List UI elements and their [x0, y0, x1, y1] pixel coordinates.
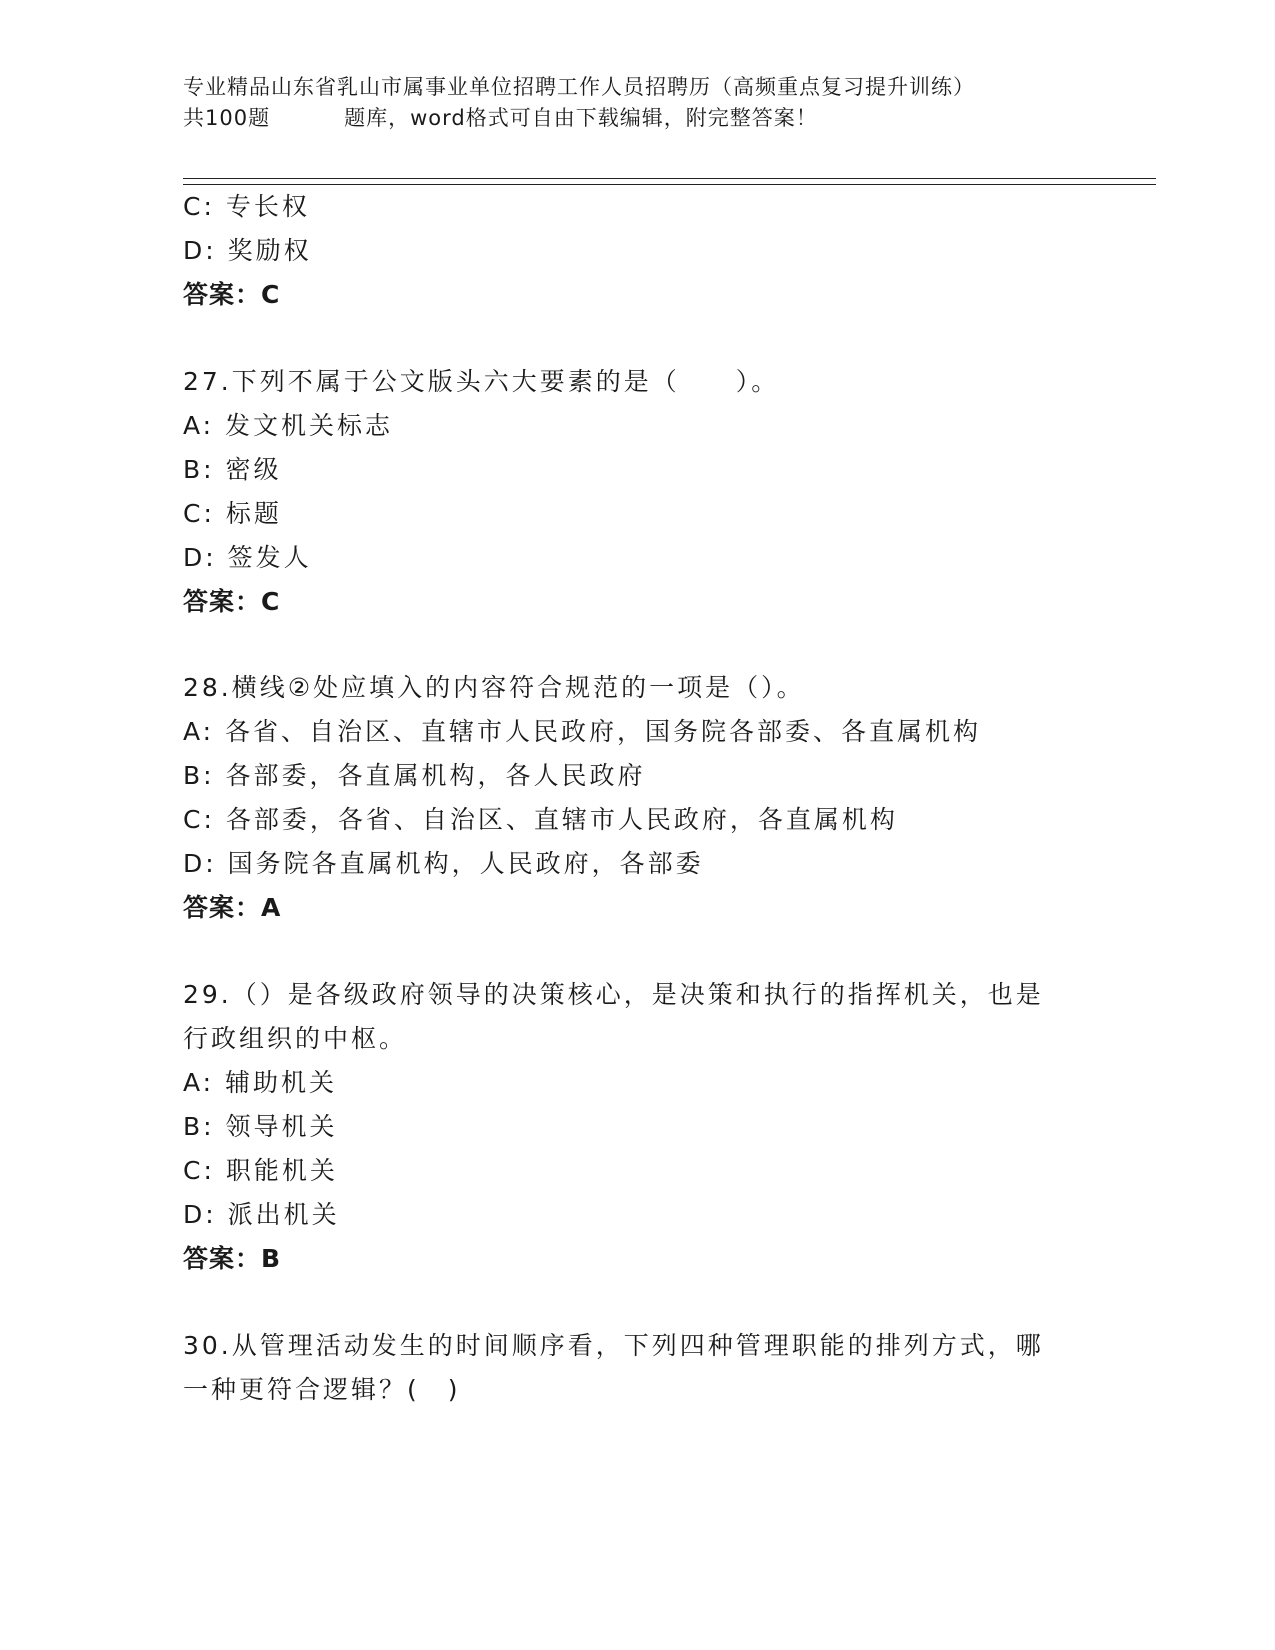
option-c: C: 职能机关 — [183, 1156, 338, 1185]
option-c: C: 标题 — [183, 499, 282, 528]
answer-line: 答案：B — [183, 1244, 282, 1273]
header-subtitle-line — [183, 103, 1083, 134]
header-title-line: 专业精品山东省乳山市属事业单位招聘工作人员招聘历（高频重点复习提升训练） — [183, 75, 975, 99]
option-c: C: 各部委，各省、自治区、直辖市人民政府，各直属机构 — [183, 805, 898, 834]
question-stem: 28.横线②处应填入的内容符合规范的一项是（）。 — [183, 673, 805, 702]
question-stem: 27.下列不属于公文版头六大要素的是（ ）。 — [183, 367, 780, 396]
question-stem: 29.（）是各级政府领导的决策核心，是决策和执行的指挥机关，也是 — [183, 980, 1044, 1009]
option-b: B: 各部委，各直属机构，各人民政府 — [183, 761, 646, 790]
option-a: A: 辅助机关 — [183, 1068, 338, 1097]
option-d: D: 国务院各直属机构，人民政府，各部委 — [183, 849, 704, 878]
option-d: D: 签发人 — [183, 543, 312, 572]
header-question-count: 共100题 — [183, 106, 271, 130]
option-a: A: 各省、自治区、直辖市人民政府，国务院各部委、各直属机构 — [183, 717, 982, 746]
option-c: C: 专长权 — [183, 192, 310, 221]
answer-line: 答案：C — [183, 587, 281, 616]
option-d: D: 奖励权 — [183, 236, 312, 265]
option-a: A: 发文机关标志 — [183, 411, 394, 440]
question-stem: 30.从管理活动发生的时间顺序看，下列四种管理职能的排列方式，哪 — [183, 1331, 1044, 1360]
answer-line: 答案：C — [183, 280, 281, 309]
option-b: B: 密级 — [183, 455, 282, 484]
answer-line: 答案：A — [183, 893, 282, 922]
question-stem-continued: 行政组织的中枢。 — [183, 1024, 408, 1053]
header-divider-bottom — [183, 184, 1156, 185]
option-b: B: 领导机关 — [183, 1112, 338, 1141]
header-divider-top — [183, 178, 1156, 179]
document-header — [183, 72, 1083, 134]
question-stem-continued: 一种更符合逻辑？( ) — [183, 1375, 461, 1404]
header-download-note: 题库，word格式可自由下载编辑，附完整答案！ — [344, 106, 818, 130]
option-d: D: 派出机关 — [183, 1200, 340, 1229]
